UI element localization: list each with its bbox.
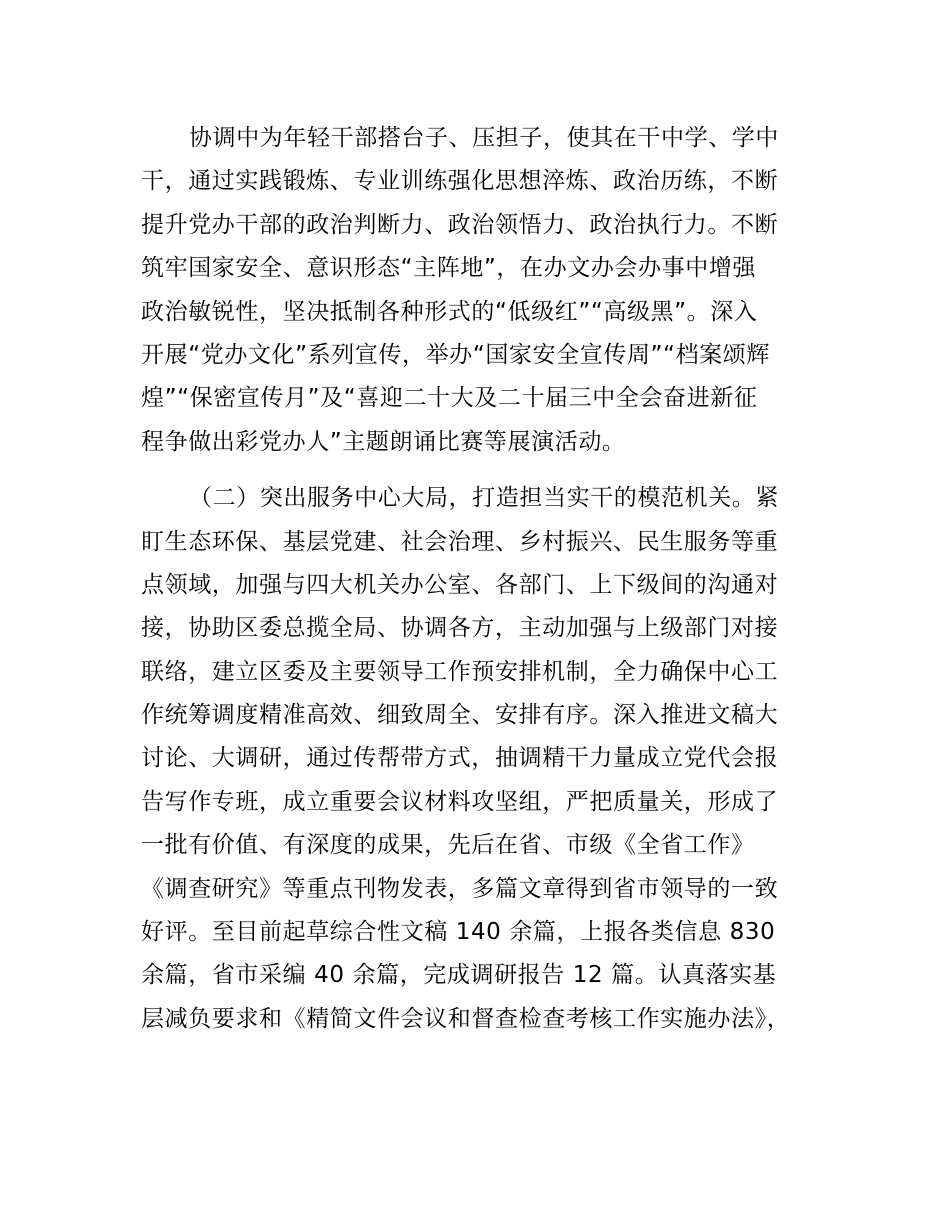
text-line: 余篇，省市采编 40 余篇，完成调研报告 12 篇。认真落实基: [141, 962, 777, 989]
text-line: 一批有价值、有深度的成果，先后在省、市级《全省工作》: [141, 832, 755, 859]
text-line: 接，协助区委总揽全局、协调各方，主动加强与上级部门对接: [141, 615, 779, 642]
text-line: 筑牢国家安全、意识形态“主阵地”，在办文办会办事中增强: [141, 255, 757, 282]
text-line: 《调查研究》等重点刊物发表，多篇文章得到省市领导的一致: [141, 875, 779, 902]
text-line: 开展“党办文化”系列宣传，举办“国家安全宣传周”“档案颂辉: [141, 341, 770, 368]
document-body: [141, 117, 821, 1041]
text-line: 告写作专班，成立重要会议材料攻坚组，严把质量关，形成了: [141, 788, 779, 815]
text-line: 好评。至目前起草综合性文稿 140 余篇，上报各类信息 830: [141, 919, 776, 946]
paragraph-spacer: [141, 464, 821, 477]
paragraph-section-two: [141, 477, 821, 1041]
text-line: 盯生态环保、基层党建、社会治理、乡村振兴、民生服务等重: [141, 528, 779, 555]
text-line: 协调中为年轻干部搭台子、压担子，使其在干中学、学中: [189, 125, 779, 151]
paragraph-continuation: [141, 117, 821, 464]
text-line: 提升党办干部的政治判断力、政治领悟力、政治执行力。不断: [141, 211, 779, 238]
text-line: 程争做出彩党办人”主题朗诵比赛等展演活动。: [141, 428, 626, 455]
text-line: 政治敏锐性，坚决抵制各种形式的“低级红”“高级黑”。深入: [141, 298, 758, 325]
section-heading-line: （二）突出服务中心大局，打造担当实干的模范机关。紧: [189, 485, 779, 512]
text-line: 点领域，加强与四大机关办公室、各部门、上下级间的沟通对: [141, 571, 779, 598]
text-line: 联络，建立区委及主要领导工作预安排机制，全力确保中心工: [141, 658, 779, 685]
text-line: 煌”“保密宣传月”及“喜迎二十大及二十届三中全会奋进新征: [141, 385, 758, 412]
text-line: 干，通过实践锻炼、专业训练强化思想淬炼、政治历练，不断: [141, 168, 779, 195]
text-line: 作统筹调度精准高效、细致周全、安排有序。深入推进文稿大: [141, 702, 779, 729]
text-line: 层减负要求和《精简文件会议和督查检查考核工作实施办法》，: [141, 1005, 791, 1032]
text-line: 讨论、大调研，通过传帮带方式，抽调精干力量成立党代会报: [141, 745, 779, 772]
